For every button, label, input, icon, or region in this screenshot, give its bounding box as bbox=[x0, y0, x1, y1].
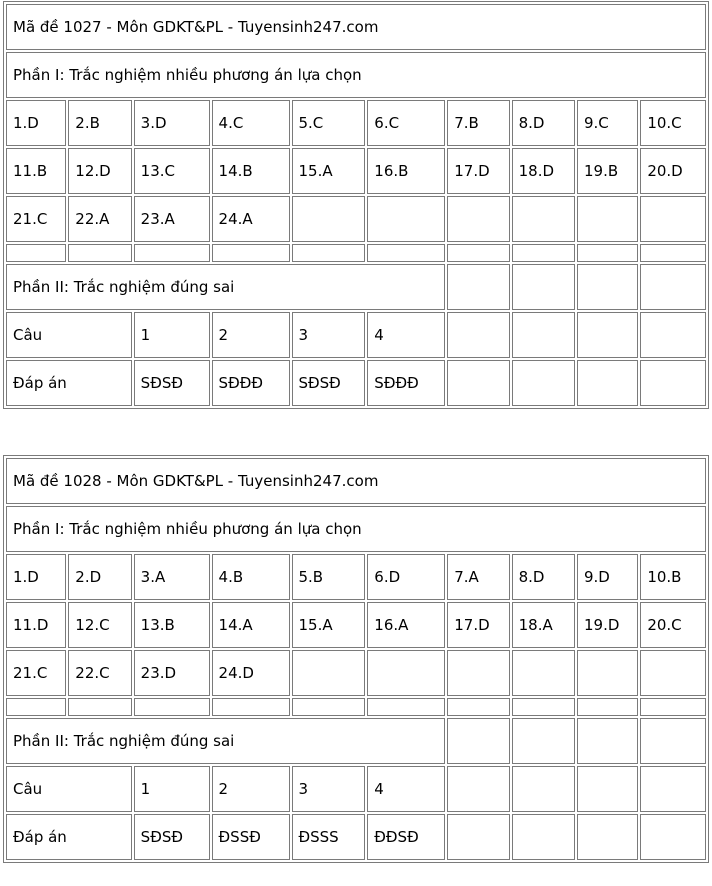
empty-cell bbox=[512, 698, 575, 716]
answer-row bbox=[6, 554, 706, 600]
empty-cell bbox=[512, 360, 575, 406]
empty-cell bbox=[577, 698, 638, 716]
empty-cell bbox=[134, 244, 210, 262]
answer-cell: 17.D bbox=[447, 148, 509, 194]
empty-cell bbox=[512, 312, 575, 358]
part2-heading: Phần II: Trắc nghiệm đúng sai bbox=[6, 264, 445, 310]
answer-cell: 24.D bbox=[212, 650, 290, 696]
empty-cell bbox=[447, 698, 509, 716]
empty-cell bbox=[640, 312, 706, 358]
answer-cell: 10.B bbox=[640, 554, 706, 600]
question-number: 4 bbox=[367, 766, 445, 812]
answer-cell: 1.D bbox=[6, 100, 66, 146]
spacer-row bbox=[6, 244, 706, 262]
empty-cell bbox=[577, 718, 638, 764]
answer-cell: 14.A bbox=[212, 602, 290, 648]
answer-cell: 18.A bbox=[512, 602, 575, 648]
answer-cell bbox=[367, 650, 445, 696]
empty-cell bbox=[640, 766, 706, 812]
answer-row bbox=[6, 650, 706, 696]
answer-cell: 5.C bbox=[292, 100, 366, 146]
question-number: 4 bbox=[367, 312, 445, 358]
answer-cell: 20.D bbox=[640, 148, 706, 194]
dapan-value: ĐĐSĐ bbox=[367, 814, 445, 860]
part1-heading: Phần I: Trắc nghiệm nhiều phương án lựa chọn bbox=[6, 506, 706, 552]
answer-cell: 4.B bbox=[212, 554, 290, 600]
dapan-label: Đáp án bbox=[6, 360, 132, 406]
answer-cell: 21.C bbox=[6, 196, 66, 242]
cau-label: Câu bbox=[6, 766, 132, 812]
answer-cell bbox=[640, 650, 706, 696]
dapan-row bbox=[6, 814, 706, 860]
empty-cell bbox=[447, 244, 509, 262]
answer-cell: 8.D bbox=[512, 100, 575, 146]
empty-cell bbox=[640, 698, 706, 716]
question-row bbox=[6, 766, 706, 812]
empty-cell bbox=[447, 766, 509, 812]
dapan-value: SĐSĐ bbox=[134, 814, 210, 860]
answer-cell: 7.B bbox=[447, 100, 509, 146]
dapan-value: SĐSĐ bbox=[292, 360, 366, 406]
answer-cell bbox=[447, 196, 509, 242]
empty-cell bbox=[640, 360, 706, 406]
empty-cell bbox=[577, 244, 638, 262]
answer-cell bbox=[512, 196, 575, 242]
answer-row bbox=[6, 100, 706, 146]
empty-cell bbox=[212, 698, 290, 716]
question-number: 2 bbox=[212, 766, 290, 812]
answer-row bbox=[6, 196, 706, 242]
answer-cell bbox=[447, 650, 509, 696]
answer-cell: 3.D bbox=[134, 100, 210, 146]
answer-cell: 2.B bbox=[68, 100, 131, 146]
dapan-value: ĐSSĐ bbox=[212, 814, 290, 860]
table-title: Mã đề 1027 - Môn GDKT&PL - Tuyensinh247.com bbox=[6, 4, 706, 50]
empty-cell bbox=[292, 698, 366, 716]
answer-row bbox=[6, 602, 706, 648]
dapan-value: SĐĐĐ bbox=[367, 360, 445, 406]
answer-cell: 13.B bbox=[134, 602, 210, 648]
answer-cell: 8.D bbox=[512, 554, 575, 600]
answer-row bbox=[6, 148, 706, 194]
answer-cell bbox=[577, 650, 638, 696]
answer-cell: 15.A bbox=[292, 602, 366, 648]
answer-cell bbox=[292, 196, 366, 242]
answer-cell: 24.A bbox=[212, 196, 290, 242]
empty-cell bbox=[6, 698, 66, 716]
empty-cell bbox=[212, 244, 290, 262]
answer-cell: 1.D bbox=[6, 554, 66, 600]
answer-cell: 3.A bbox=[134, 554, 210, 600]
question-number: 3 bbox=[292, 766, 366, 812]
answer-cell: 2.D bbox=[68, 554, 131, 600]
empty-cell bbox=[640, 264, 706, 310]
answer-cell: 19.D bbox=[577, 602, 638, 648]
answer-cell: 11.D bbox=[6, 602, 66, 648]
answer-cell: 22.C bbox=[68, 650, 131, 696]
part2-heading: Phần II: Trắc nghiệm đúng sai bbox=[6, 718, 445, 764]
answer-cell: 10.C bbox=[640, 100, 706, 146]
empty-cell bbox=[512, 264, 575, 310]
answer-cell: 15.A bbox=[292, 148, 366, 194]
answer-cell bbox=[640, 196, 706, 242]
answer-cell: 13.C bbox=[134, 148, 210, 194]
question-number: 1 bbox=[134, 766, 210, 812]
answer-cell: 23.A bbox=[134, 196, 210, 242]
empty-cell bbox=[577, 312, 638, 358]
answer-cell: 23.D bbox=[134, 650, 210, 696]
dapan-row bbox=[6, 360, 706, 406]
empty-cell bbox=[447, 312, 509, 358]
empty-cell bbox=[640, 718, 706, 764]
answer-cell bbox=[367, 196, 445, 242]
answer-cell: 21.C bbox=[6, 650, 66, 696]
answer-cell: 16.A bbox=[367, 602, 445, 648]
empty-cell bbox=[640, 814, 706, 860]
empty-cell bbox=[577, 814, 638, 860]
cau-label: Câu bbox=[6, 312, 132, 358]
empty-cell bbox=[292, 244, 366, 262]
answer-cell: 22.A bbox=[68, 196, 131, 242]
empty-cell bbox=[367, 698, 445, 716]
empty-cell bbox=[577, 766, 638, 812]
dapan-value: ĐSSS bbox=[292, 814, 366, 860]
question-row bbox=[6, 312, 706, 358]
answer-cell: 9.D bbox=[577, 554, 638, 600]
empty-cell bbox=[447, 264, 509, 310]
answer-cell: 11.B bbox=[6, 148, 66, 194]
answer-table-1028 bbox=[3, 455, 709, 863]
empty-cell bbox=[447, 718, 509, 764]
empty-cell bbox=[367, 244, 445, 262]
empty-cell bbox=[68, 698, 131, 716]
answer-cell: 20.C bbox=[640, 602, 706, 648]
empty-cell bbox=[577, 264, 638, 310]
answer-cell: 12.D bbox=[68, 148, 131, 194]
empty-cell bbox=[512, 718, 575, 764]
answer-cell: 6.D bbox=[367, 554, 445, 600]
answer-cell bbox=[512, 650, 575, 696]
answer-cell: 9.C bbox=[577, 100, 638, 146]
answer-cell: 17.D bbox=[447, 602, 509, 648]
answer-cell: 16.B bbox=[367, 148, 445, 194]
table-title: Mã đề 1028 - Môn GDKT&PL - Tuyensinh247.com bbox=[6, 458, 706, 504]
empty-cell bbox=[6, 244, 66, 262]
empty-cell bbox=[512, 244, 575, 262]
empty-cell bbox=[512, 814, 575, 860]
empty-cell bbox=[512, 766, 575, 812]
answer-cell: 7.A bbox=[447, 554, 509, 600]
empty-cell bbox=[134, 698, 210, 716]
empty-cell bbox=[577, 360, 638, 406]
part1-heading: Phần I: Trắc nghiệm nhiều phương án lựa chọn bbox=[6, 52, 706, 98]
dapan-label: Đáp án bbox=[6, 814, 132, 860]
answer-cell: 4.C bbox=[212, 100, 290, 146]
question-number: 1 bbox=[134, 312, 210, 358]
empty-cell bbox=[68, 244, 131, 262]
empty-cell bbox=[447, 814, 509, 860]
answer-cell bbox=[292, 650, 366, 696]
answer-cell: 12.C bbox=[68, 602, 131, 648]
answer-table-1027 bbox=[3, 1, 709, 409]
dapan-value: SĐSĐ bbox=[134, 360, 210, 406]
answer-cell: 14.B bbox=[212, 148, 290, 194]
answer-cell: 6.C bbox=[367, 100, 445, 146]
empty-cell bbox=[447, 360, 509, 406]
question-number: 3 bbox=[292, 312, 366, 358]
question-number: 2 bbox=[212, 312, 290, 358]
answer-cell bbox=[577, 196, 638, 242]
spacer-row bbox=[6, 698, 706, 716]
answer-cell: 18.D bbox=[512, 148, 575, 194]
empty-cell bbox=[640, 244, 706, 262]
dapan-value: SĐĐĐ bbox=[212, 360, 290, 406]
answer-cell: 5.B bbox=[292, 554, 366, 600]
answer-cell: 19.B bbox=[577, 148, 638, 194]
